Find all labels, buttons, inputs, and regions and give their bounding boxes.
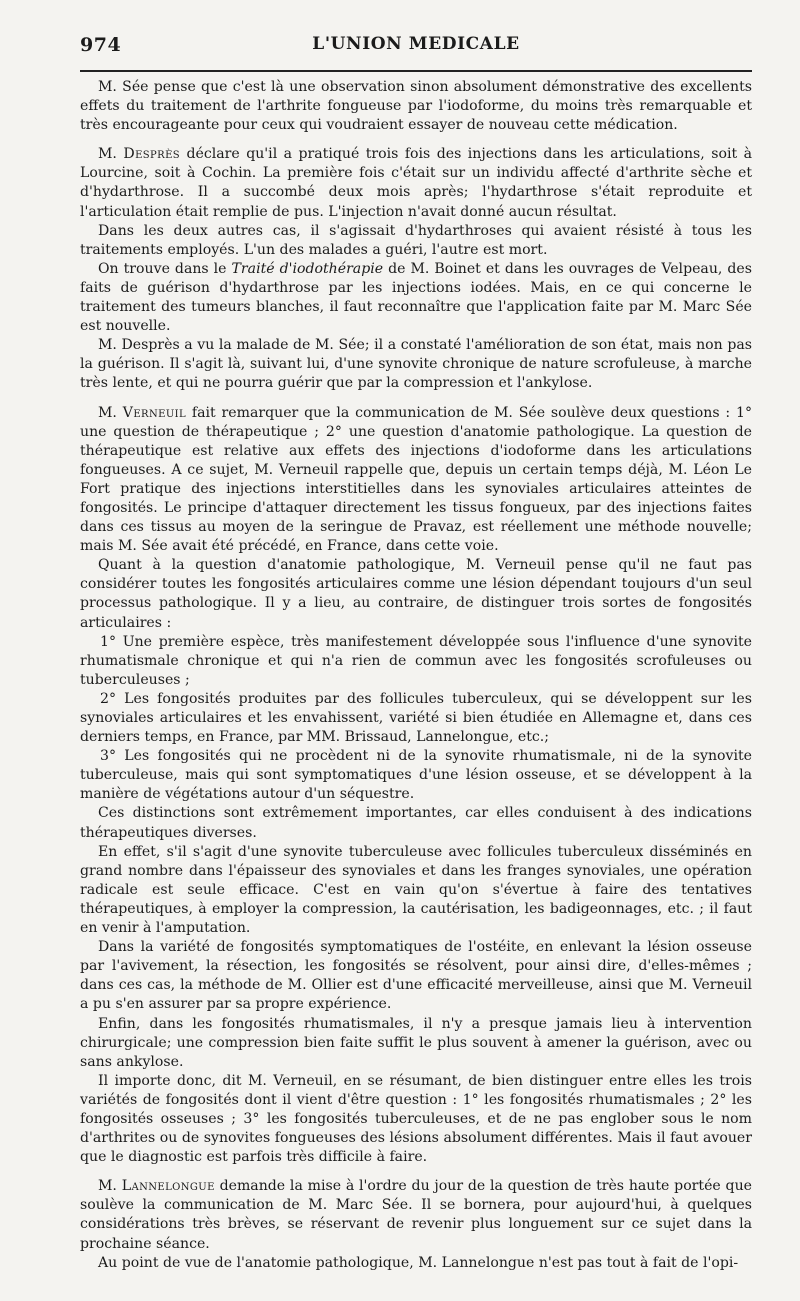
text-run: fait remarquer que la communication de M. Sée soulève deux questions : 1° une question de thérapeutique ; 2° une question d'anatomie pathologique. La question de thérapeutique est relative aux effets des injections d'iodoforme dans les articulations fongueuses. A ce sujet, M. Verneuil rappelle que, depuis un certain temps déjà, M. Léon Le Fort pratique des injections interstitielles dans les synoviales articulaires atteintes de fongosités. Le principe d'attaquer directement les tissus fongueux, par des injections faites dans ces tissus au moyen de la seringue de Pravaz, est réellement une méthode nouvelle; mais M. Sée avait été précédé, en France, dans cette voie.	[80, 404, 752, 555]
text-run: M.	[98, 1178, 122, 1195]
paragraph	[80, 633, 752, 690]
text-run: 1° Une première espèce, très manifestement développée sous l'influence d'une synovite rhumatismale chronique et qui n'a rien de commun avec les fongosités scrofuleuses ou tuberculeuses ;	[80, 633, 752, 688]
text-run: M.	[98, 146, 124, 163]
text-run: 3° Les fongosités qui ne procèdent ni de la synovite rhumatismale, ni de la synovite tuberculeuse, mais qui sont symptomatiques d'une lésion osseuse, et se développent à la manière de végétations autour d'un séquestre.	[80, 748, 752, 803]
page-number: 974	[80, 34, 122, 56]
text-run: Dans les deux autres cas, il s'agissait d'hydarthroses qui avaient résisté à tous les traitements employés. L'un des malades a guéri, l'autre est mort.	[80, 222, 752, 258]
paragraph	[80, 1177, 752, 1253]
paragraph	[80, 690, 752, 747]
article-body	[80, 78, 752, 1273]
text-run: Il importe donc, dit M. Verneuil, en se résumant, de bien distinguer entre elles les trois variétés de fongosités dont il vient d'être question : 1° les fongosités rhumatismales ; 2° les fongosités osseuses ; 3° les fongosités tuberculeuses, et de ne pas englober sous le nom d'arthrites ou de synovites fongueuses des lésions absolument différentes. Mais il faut avouer que le diagnostic est parfois très difficile à faire.	[80, 1072, 752, 1166]
paragraph	[80, 804, 752, 842]
text-run: M.	[98, 404, 123, 421]
paragraph	[80, 1015, 752, 1072]
paragraph	[80, 747, 752, 804]
paragraph	[80, 1072, 752, 1167]
text-run: demande la mise à l'ordre du jour de la question de très haute portée que soulève la communication de M. Marc Sée. Il se bornera, pour aujourd'hui, à quelques considérations très brèves, se réservant de revenir plus longuement sur ce sujet dans la prochaine séance.	[80, 1178, 752, 1252]
paragraph	[80, 938, 752, 1014]
text-run: On trouve dans le	[98, 260, 232, 277]
text-run: Ces distinctions sont extrêmement importantes, car elles conduisent à des indications thérapeutiques diverses.	[80, 805, 752, 841]
page-header	[80, 30, 752, 64]
text-run: M. Sée pense que c'est là une observation sinon absolument démonstrative des excellents effets du traitement de l'arthrite fongueuse par l'iodoforme, du moins très remarquable et très encourageante pour ceux qui voudraient essayer de nouveau cette médication.	[80, 79, 752, 134]
paragraph	[80, 145, 752, 221]
text-run: 2° Les fongosités produites par des follicules tuberculeux, qui se développent sur les synoviales articulaires et les envahissent, variété si bien étudiée en Allemagne et, dans ces derniers temps, en France, par MM. Brissaud, Lannelongue, etc.;	[80, 690, 752, 746]
paragraph	[80, 222, 752, 260]
paragraph	[80, 404, 752, 557]
speaker-name: Desprès	[123, 146, 181, 163]
text-run: Enfin, dans les fongosités rhumatismales, il n'y a presque jamais lieu à intervention chirurgicale; une compression bien faite suffit le plus souvent à amener la guérison, avec ou sans ankylose.	[80, 1015, 752, 1070]
text-run: M. Desprès a vu la malade de M. Sée; il a constaté l'amélioration de son état, mais non pas la guérison. Il s'agit là, suivant lui, d'une synovite chronique de nature scrofuleuse, à marche très lente, et qui ne pourra guérir que par la compression et l'ankylose.	[80, 337, 752, 392]
text-run: Au point de vue de l'anatomie pathologique, M. Lannelongue n'est pas tout à fait de l'opi-	[98, 1254, 739, 1271]
text-run: de M. Boinet et dans les ouvrages de Velpeau, des faits de guérison d'hydarthrose par les injections iodées. Mais, en ce qui concerne le traitement des tumeurs blanches, il faut reconnaître que l'application faite par M. Marc Sée est nouvelle.	[80, 260, 752, 335]
speaker-name: Verneuil	[122, 404, 187, 421]
italic-title: Traité d'iodothérapie	[231, 260, 384, 277]
paragraph	[80, 1254, 752, 1273]
header-rule	[80, 70, 752, 72]
text-run: En effet, s'il s'agit d'une synovite tuberculeuse avec follicules tuberculeux disséminés en grand nombre dans l'épaisseur des synoviales et dans les franges synoviales, une opération radicale est seule efficace. C'est en vain qu'on s'évertue à faire des tentatives thérapeutiques, à employer la compression, la cautérisation, les badigeonnages, etc. ; il faut en venir à l'amputation.	[80, 843, 752, 937]
paragraph	[80, 78, 752, 135]
speaker-name: Lannelongue	[121, 1178, 215, 1195]
text-run: Quant à la question d'anatomie pathologique, M. Verneuil pense qu'il ne faut pas considérer toutes les fongosités articulaires comme une lésion dépendant toujours d'un seul processus pathologique. Il y a lieu, au contraire, de distinguer trois sortes de fongosités articulaires :	[80, 557, 752, 631]
paragraph	[80, 843, 752, 938]
text-run: déclare qu'il a pratiqué trois fois des injections dans les articulations, soit à Lourcine, soit à Cochin. La première fois c'était sur un individu affecté d'arthrite sèche et d'hydarthrose. Il a succombé deux mois après; l'hydarthrose s'était reproduite et l'articulation était remplie de pus. L'injection n'avait donné aucun résultat.	[80, 146, 752, 220]
text-run: Dans la variété de fongosités symptomatiques de l'ostéite, en enlevant la lésion osseuse par l'avivement, la résection, les fongosités se résolvent, pour ainsi dire, d'elles-mêmes ; dans ces cas, la méthode de M. Ollier est d'une efficacité merveilleuse, ainsi que M. Verneuil a pu s'en assurer par sa propre expérience.	[80, 939, 752, 1013]
paragraph	[80, 260, 752, 336]
paragraph	[80, 556, 752, 632]
paragraph	[80, 336, 752, 393]
running-title: L'UNION MEDICALE	[312, 34, 520, 54]
